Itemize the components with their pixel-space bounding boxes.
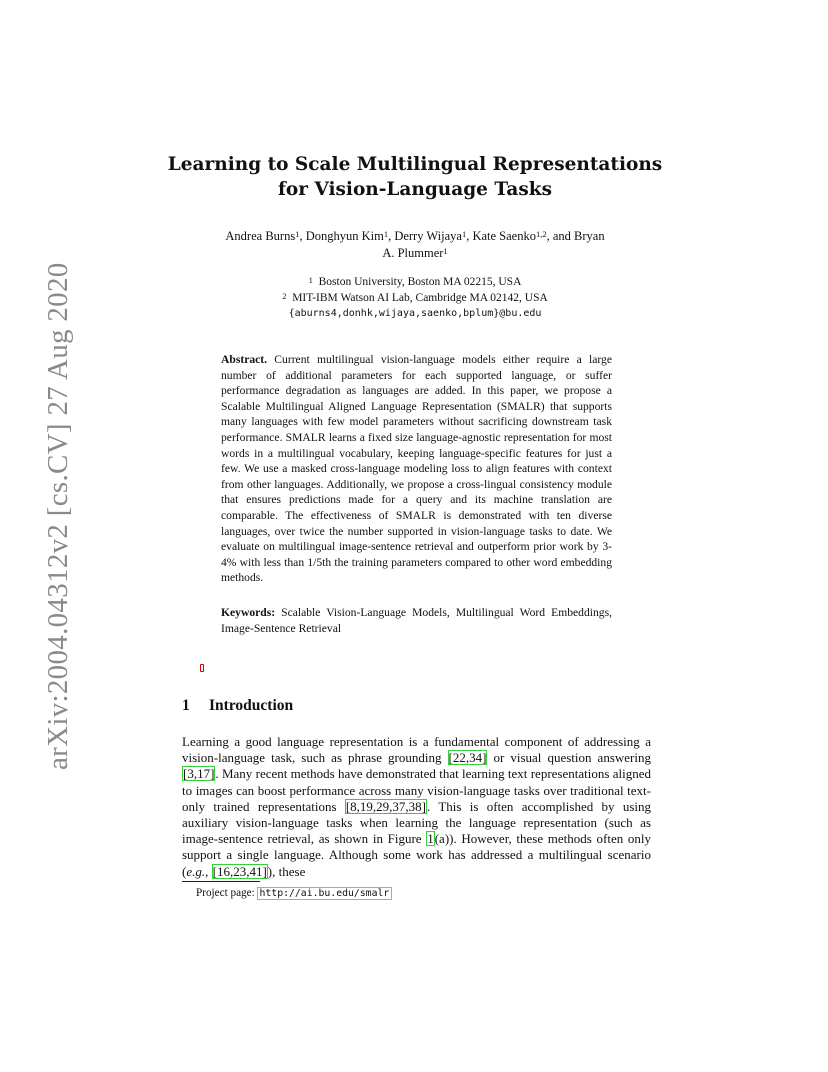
footnote-divider bbox=[182, 881, 260, 882]
keywords-text: Scalable Vision-Language Models, Multilingual Word Embeddings, Image-Sentence Retrieval bbox=[221, 606, 612, 635]
affiliation-text: MIT-IBM Watson AI Lab, Cambridge MA 02142, USA bbox=[292, 292, 548, 304]
author-affil-sup: 1,2 bbox=[535, 229, 547, 239]
author-line-2 bbox=[170, 245, 660, 262]
author-affil-sup: 1 bbox=[295, 229, 300, 239]
author-name: Andrea Burns bbox=[225, 229, 296, 243]
body-text-italic: e.g. bbox=[186, 863, 206, 879]
link-anchor-marker[interactable] bbox=[200, 664, 204, 672]
body-text-run: (a)). However, these methods often only support a single language. Although some work has addressed a multilingual scenario ( bbox=[182, 831, 652, 879]
citation-link[interactable]: [8,19,29,37,38] bbox=[345, 798, 426, 814]
author-emails: {aburns4,donhk,wijaya,saenko,bplum}@bu.edu bbox=[288, 308, 542, 319]
author-affil-sup: 1 bbox=[383, 229, 389, 239]
author-name: Kate Saenko bbox=[472, 229, 536, 243]
citation-link[interactable]: [16,23,41] bbox=[212, 863, 267, 879]
affiliation-text: Boston University, Boston MA 02215, USA bbox=[318, 276, 522, 288]
author-list bbox=[170, 228, 660, 262]
body-text-run: ), these bbox=[267, 863, 306, 879]
author-conjunction: , and Bryan bbox=[546, 229, 605, 243]
body-text-run: . This is often accomplished by using auxiliary vision-language tasks when learning the language representation (such as image-sentence retrieval, as shown in Figure bbox=[182, 798, 651, 847]
title-line-2: for Vision-Language Tasks bbox=[277, 179, 553, 200]
keywords bbox=[221, 605, 612, 636]
footnote-label: Project page: bbox=[196, 887, 255, 899]
author-name: Donghyun Kim bbox=[305, 229, 384, 243]
body-text-run: . Many recent methods have demonstrated that learning text representations aligned to images can boost performance across many vision-language tasks over traditional text-only trained representations bbox=[182, 766, 651, 814]
introduction-paragraph bbox=[182, 734, 651, 880]
arxiv-identifier: arXiv:2004.04312v2 [cs.CV] 27 Aug 2020 bbox=[42, 262, 74, 770]
body-text-run: , bbox=[205, 863, 212, 879]
section-heading bbox=[182, 697, 293, 715]
citation-link[interactable]: [22,34] bbox=[448, 750, 487, 766]
abstract bbox=[221, 352, 612, 586]
affiliations bbox=[170, 274, 660, 322]
author-line-1: Andrea Burns$^1$, Donghyun Kim$^1$, Derry Wijaya$^1$, Kate Saenko$^{1,2}$, and Bryan bbox=[225, 229, 605, 243]
author-affil-sup: 1 bbox=[461, 229, 467, 239]
affiliation-1 bbox=[170, 274, 660, 290]
body-text-run: Learning a good language representation is a fundamental component of addressing a vision-language task, such as phrase grounding bbox=[182, 734, 651, 766]
abstract-text: Current multilingual vision-language models either require a large number of additional parameters for each supported language, or suffer performance degradation as languages are added. In this paper, we propose a Scalable Multilingual Aligned Language Representation (SMALR) that supports many languages with few model parameters without sacrificing downstream task performance. SMALR learns a fixed size language-agnostic representation for most words in a multilingual vocabulary, keeping language-specific features for just a few. We use a masked cross-language modeling loss to align features with context from other languages. Additionally, we propose a cross-lingual consistency module that ensures predictions made for a query and its machine translation are comparable. The effectiveness of SMALR is demonstrated with ten diverse languages, over twice the number supported in vision-language tasks to date. We evaluate on multilingual image-sentence retrieval and outperform prior work by 3-4% with less than 1/5th the training parameters compared to other word embedding methods. bbox=[221, 353, 612, 585]
affil-sup: 2 bbox=[282, 291, 287, 301]
title-line-1: Learning to Scale Multilingual Representations bbox=[167, 154, 663, 175]
section-title: Introduction bbox=[209, 697, 294, 714]
keywords-label: Keywords: bbox=[221, 606, 276, 619]
abstract-label: Abstract. bbox=[221, 353, 268, 366]
footnote bbox=[196, 885, 391, 902]
author-affil-sup: 1 bbox=[443, 246, 448, 256]
section-number: 1 bbox=[182, 697, 190, 714]
author-name: A. Plummer bbox=[382, 246, 444, 260]
citation-link[interactable]: [3,17] bbox=[183, 766, 215, 782]
project-page-link[interactable]: http://ai.bu.edu/smalr bbox=[259, 888, 390, 899]
affiliation-2 bbox=[170, 290, 660, 306]
affil-sup: 1 bbox=[308, 275, 313, 285]
body-text-run: or visual question answering bbox=[487, 750, 651, 766]
figure-link[interactable]: 1 bbox=[427, 831, 434, 847]
paper-title bbox=[160, 152, 670, 202]
author-name: Derry Wijaya bbox=[394, 229, 462, 243]
